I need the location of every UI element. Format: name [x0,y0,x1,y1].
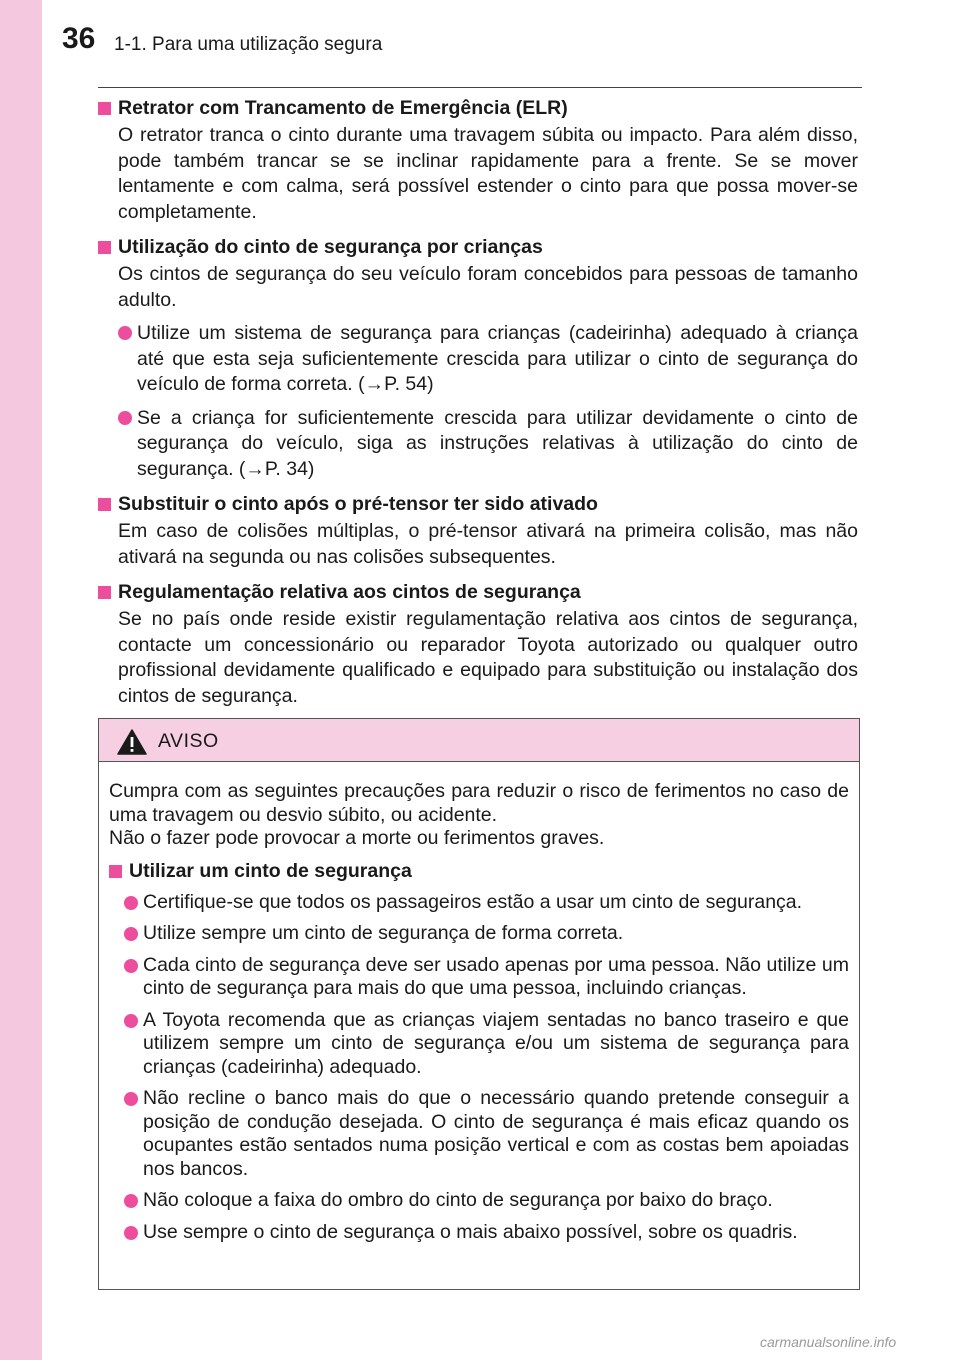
list-item [124,1087,849,1181]
warning-subheading-text: Utilizar um cinto de segurança [129,859,412,882]
warning-subheading [109,859,849,883]
watermark: carmanualsonline.info [760,1334,897,1350]
list-item-text: Utilize sempre um cinto de segurança de forma correta. [143,922,624,944]
warning-header [99,719,859,762]
circle-bullet-icon [118,326,132,340]
section-heading-text: Regulamentação relativa aos cintos de segurança [118,581,581,603]
list-item [124,954,849,1001]
list-item-text: Não recline o banco mais do que o necessário quando pretende conseguir a posição de condução desejada. O cinto de segurança é mais eficaz quando os ocupantes estão sentados numa posição vertical e com as costas bem apoiadas nos bancos. [143,1087,849,1180]
section-paragraph: Os cintos de segurança do seu veículo foram concebidos para pessoas de tamanho adulto. [118,263,858,311]
warning-label: AVISO [158,730,219,752]
square-bullet-icon [98,241,111,254]
list-item-text: Não coloque a faixa do ombro do cinto de segurança por baixo do braço. [143,1189,773,1211]
circle-bullet-icon [124,1014,138,1028]
circle-bullet-icon [124,1092,138,1106]
warning-box [98,718,860,1290]
section-heading [98,492,858,517]
page-number: 36 [62,22,96,55]
section-heading [98,235,858,260]
section-children [98,235,858,482]
section-elr [98,96,858,225]
section-title: 1-1. Para uma utilização segura [114,34,383,55]
side-color-strip [0,0,42,1360]
square-bullet-icon [98,498,111,511]
header-divider [98,87,862,88]
warning-triangle-icon [117,729,147,755]
warning-body [99,762,859,1244]
circle-bullet-icon [124,1194,138,1208]
circle-bullet-icon [124,927,138,941]
section-paragraph: Se no país onde reside existir regulamentação relativa aos cintos de segurança, contacte um concessionário ou reparador Toyota autorizado ou qualquer outro profissional devidamente qualificado e equipado para substituição ou instalação dos cintos de segurança. [118,608,858,707]
section-pretensioner [98,492,858,570]
list-item [124,1221,849,1245]
section-heading-text: Substituir o cinto após o pré-tensor ter sido ativado [118,493,598,515]
circle-bullet-icon [124,959,138,973]
circle-bullet-icon [124,896,138,910]
square-bullet-icon [98,102,111,115]
list-item-text: Se a criança for suficientemente crescida para utilizar devidamente o cinto de segurança do veículo, siga as instruções relativas à utilização do cinto de segurança. (→P. 34) [137,406,858,480]
list-item [124,922,849,946]
section-paragraph: Em caso de colisões múltiplas, o pré-tensor ativará na primeira colisão, mas não ativará na segunda ou nas colisões subsequentes. [118,520,858,568]
section-heading-text: Retrator com Trancamento de Emergência (ELR) [118,97,568,119]
section-heading-text: Utilização do cinto de segurança por crianças [118,236,543,258]
list-item-text: Cada cinto de segurança deve ser usado apenas por uma pessoa. Não utilize um cinto de segurança para mais do que uma pessoa, incluindo crianças. [143,953,849,999]
section-regulation [98,580,858,709]
warning-intro-text: Não o fazer pode provocar a morte ou ferimentos graves. [109,827,605,849]
warning-intro-text: Cumpra com as seguintes precauções para reduzir o risco de ferimentos no caso de uma travagem ou desvio súbito, ou acidente. [109,780,849,826]
square-bullet-icon [109,865,122,878]
section-heading [98,96,858,121]
list-item [124,1189,849,1213]
circle-bullet-icon [118,411,132,425]
list-item-text: Utilize um sistema de segurança para crianças (cadeirinha) adequado à criança até que esta seja suficientemente crescida para utilizar o cinto de segurança do veículo de forma correta. (→P. 54) [137,322,858,395]
list-item-text: A Toyota recomenda que as crianças viajem sentadas no banco traseiro e que utilizem sempre um cinto de segurança e/ou um sistema de segurança para crianças (cadeirinha) adequado. [143,1008,849,1078]
main-content [98,96,858,719]
circle-bullet-icon [124,1226,138,1240]
list-item [124,1009,849,1080]
list-item [124,891,849,915]
section-paragraph: O retrator tranca o cinto durante uma travagem súbita ou impacto. Para além disso, pode também trancar se se inclinar rapidamente para a frente. Se se mover lentamente e com calma, será possível estender o cinto para que possa mover-se completamente. [118,124,858,223]
list-item-text: Certifique-se que todos os passageiros estão a usar um cinto de segurança. [143,890,803,913]
square-bullet-icon [98,586,111,599]
warning-subsection [109,859,849,1245]
list-item-text: Use sempre o cinto de segurança o mais abaixo possível, sobre os quadris. [143,1220,798,1243]
list-item [118,406,858,483]
list-item [118,321,858,398]
section-heading [98,580,858,605]
